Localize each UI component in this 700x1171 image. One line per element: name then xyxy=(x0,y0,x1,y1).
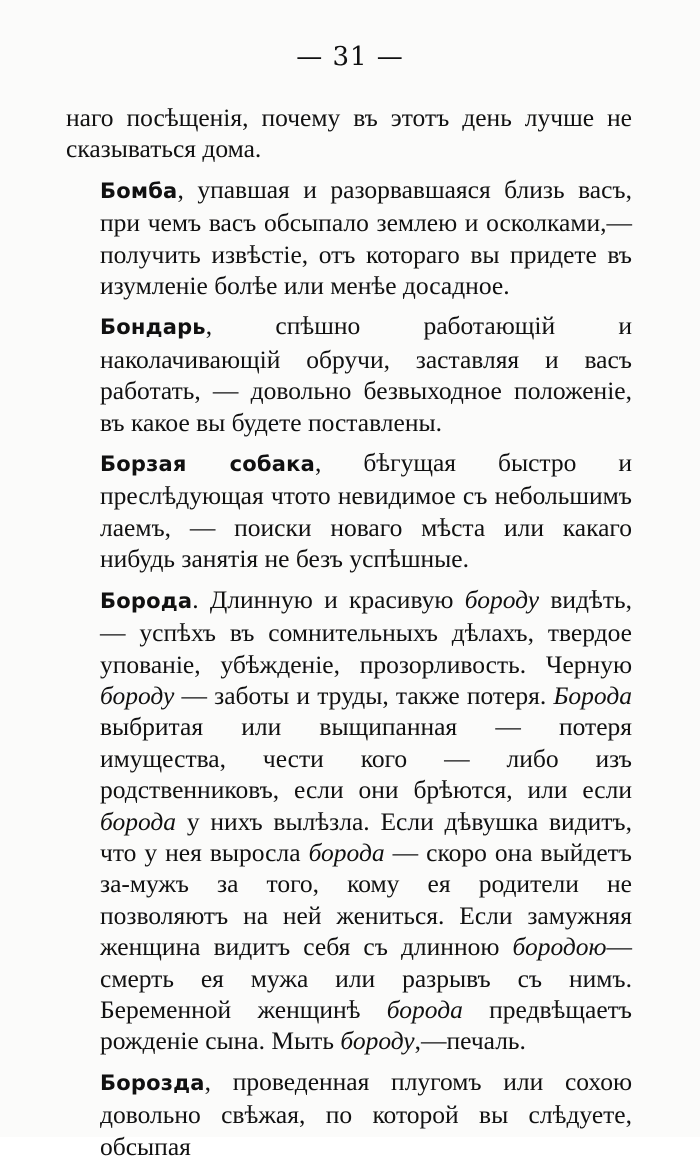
entry-italic-term: бороду xyxy=(100,680,175,710)
page-body xyxy=(66,102,632,1171)
entry-text: , упавшая и разорвавшаяся близь васъ, при чемъ васъ обсыпало землею и осколками,— получить извѣстіе, отъ котораго вы придете въ изумленіе болѣе или менѣе досадное. xyxy=(100,174,632,301)
entry-text: выбритая или выщипанная — потеря имущества, чести кого — либо изъ родственниковъ, если они брѣются, или если xyxy=(100,712,632,805)
entry-bondar xyxy=(66,310,632,438)
entry-text: предвѣщаетъ рожденіе сына. Мыть xyxy=(100,994,632,1056)
entry-headword: Борзая собака xyxy=(100,452,315,477)
entry-text: , спѣшно работающій и наколачивающій обручи, заставляя и васъ работать, — довольно безвыходное положеніе, въ какое вы будете поставлены. xyxy=(100,311,632,437)
page-number: — 31 — xyxy=(296,42,404,72)
entry-text: , проведенная плугомъ или сохою довольно свѣжая, по которой вы слѣдуете, обсыпая xyxy=(100,1066,632,1161)
entry-headword: Борозда xyxy=(100,1070,205,1095)
entry-italic-term: бородою xyxy=(512,932,607,962)
entry-italic-term: борода xyxy=(100,806,177,836)
entry-text: — скоро она выйдетъ за-мужъ за того, кому ея родители не позволяютъ на ней жениться. Если замужняя женщина видитъ себя съ длинною xyxy=(100,837,632,962)
entry-text: — заботы и труды, также потеря. xyxy=(174,680,554,710)
entry-text: ,—печаль. xyxy=(414,1026,526,1056)
entry-italic-term: борода xyxy=(308,837,385,867)
entry-italic-term: борода xyxy=(386,994,463,1024)
entry-italic-term: бороду xyxy=(340,1026,415,1056)
entry-borozda xyxy=(66,1066,632,1162)
entry-bomba xyxy=(66,174,632,302)
entry-headword: Бомба xyxy=(100,178,178,203)
entry-boroda xyxy=(66,584,632,1057)
paragraph-text: наго посѣщенія, почему въ этотъ день лучше не сказываться дома. xyxy=(66,103,632,164)
entry-italic-term: бороду xyxy=(464,584,540,614)
entry-text: —смерть ея мужа или разрывъ съ нимъ. Беременной женщинѣ xyxy=(100,932,632,1024)
entry-headword: Борода xyxy=(100,588,193,613)
entry-text: видѣть, — успѣхъ въ сомнительныхъ дѣлахъ, твердое упованіе, убѣжденіе, прозорливость. Черную xyxy=(100,584,632,679)
entry-text: , бѣгущая быстро и преслѣдующая чтото невидимое съ небольшимъ лаемъ, — поиски новаго мѣста или какаго нибудь занятія не безъ успѣшные. xyxy=(100,448,632,574)
entry-text: . Длинную и красивую xyxy=(192,584,465,614)
entry-headword: Бондарь xyxy=(100,315,206,340)
entry-borzaya-sobaka xyxy=(66,447,632,575)
entry-italic-term: Борода xyxy=(553,680,632,710)
entry-text: у нихъ вылѣзла. Если дѣвушка видитъ, что у нея выросла xyxy=(100,806,632,867)
paragraph-continuation xyxy=(66,102,632,165)
